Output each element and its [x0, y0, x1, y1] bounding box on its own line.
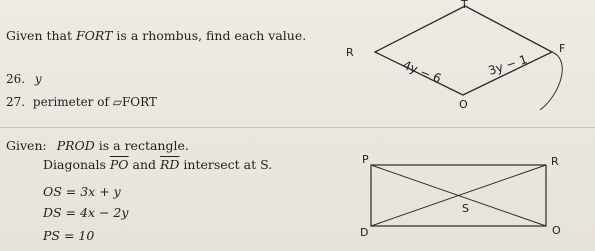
vertex-d-label: D [360, 226, 369, 239]
given-rest: is a rectangle. [94, 138, 189, 153]
intro-prefix: Given that [6, 28, 76, 43]
q26-number: 26. [6, 72, 26, 86]
vertex-r-label: R [346, 46, 354, 59]
given-label: Given: [6, 138, 47, 153]
rhombus-name: FORT [76, 28, 113, 43]
side-label-right: 3y − 1 [486, 52, 530, 78]
segment-po: $\overline{PO}$ [109, 157, 129, 172]
vertex-t-label: T [461, 0, 468, 11]
segment-rd: $\overline{RD}$ [160, 157, 180, 172]
q27-number: 27. [6, 95, 26, 109]
intro-suffix: is a rhombus, find each value. [112, 28, 307, 43]
rectangle-name: PROD [56, 138, 95, 153]
vertex-o-label: O [552, 224, 561, 237]
equation-ds: DS = 4x − 2y [43, 205, 129, 220]
equation-os: OS = 3x + y [43, 184, 121, 199]
diag-suffix: intersect at S. [179, 157, 273, 172]
q26-variable: y [34, 72, 42, 86]
side-label-left: 4y − 6 [400, 57, 444, 86]
q27-text: perimeter of ▱FORT [32, 95, 157, 109]
diag-and: and [128, 157, 161, 172]
center-s-label: S [462, 202, 469, 215]
vertex-r-label: R [551, 155, 559, 168]
equation-ps: PS = 10 [43, 228, 95, 243]
vertex-p-label: P [362, 153, 369, 166]
vertex-o-label: O [459, 98, 468, 111]
diag-prefix: Diagonals [43, 157, 110, 172]
vertex-f-label: F [559, 42, 566, 55]
